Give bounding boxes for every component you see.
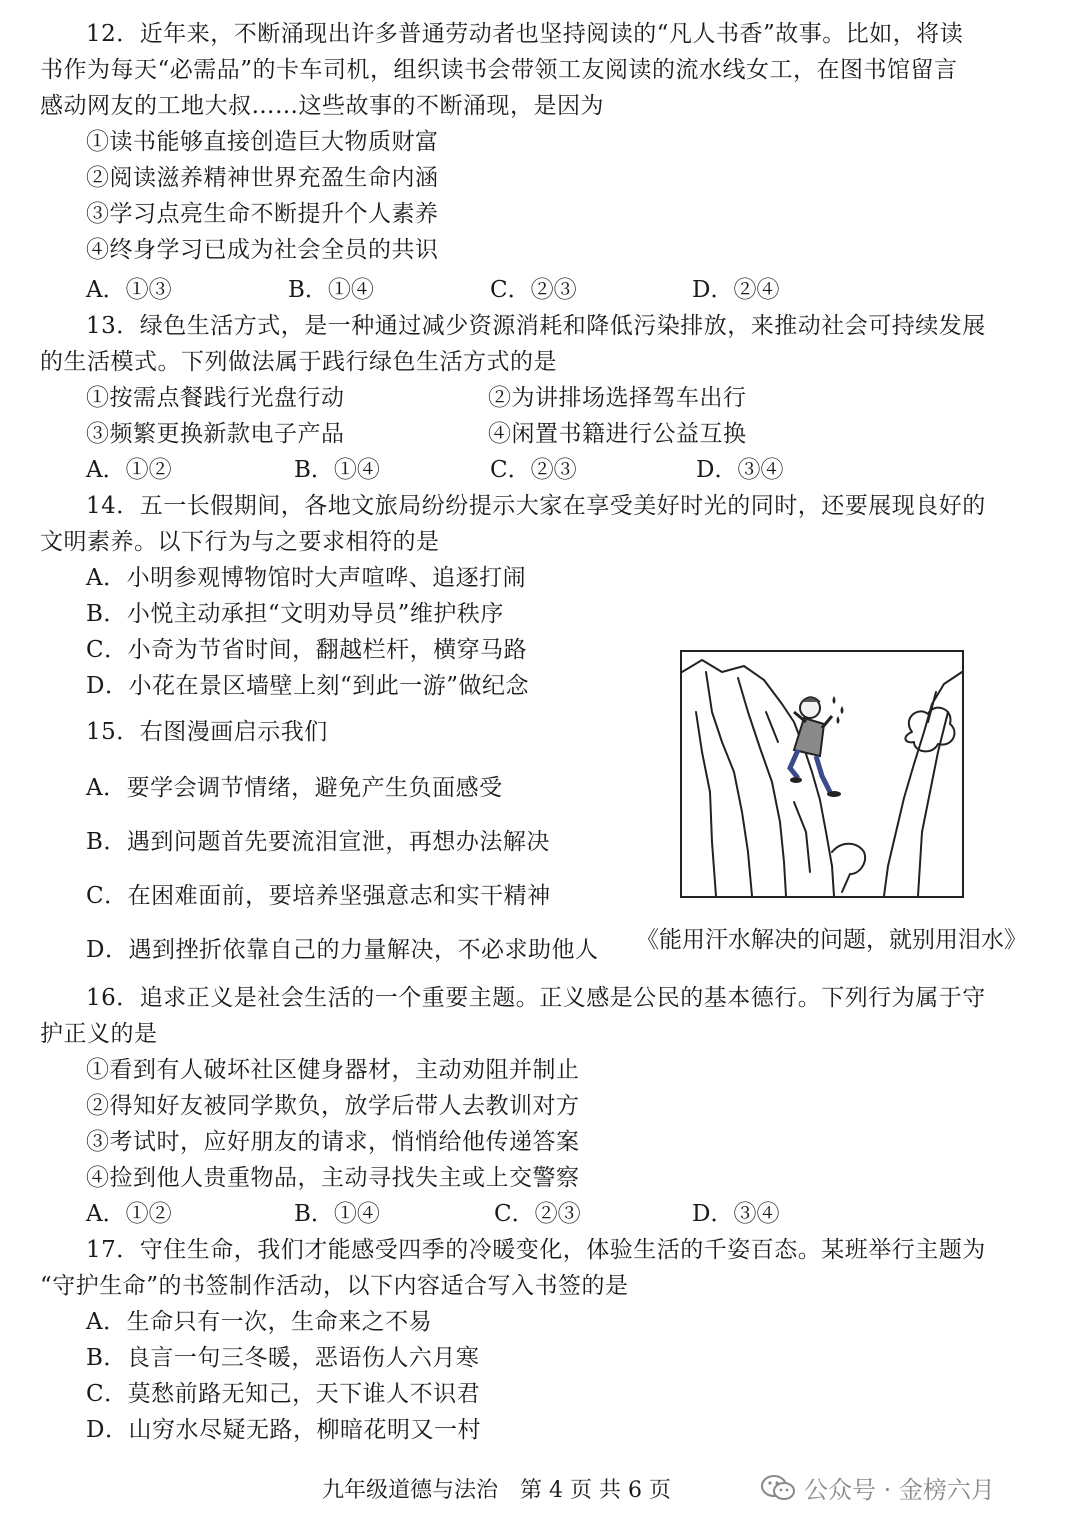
q14-stem-line2: 文明素养。以下行为与之要求相符的是 <box>40 529 440 555</box>
q14-option-c: C．小奇为节省时间，翻越栏杆，横穿马路 <box>86 637 528 663</box>
q12-stem-line3: 感动网友的工地大叔……这些故事的不断涌现，是因为 <box>40 93 604 119</box>
q17-option-b: B．良言一句三冬暖，恶语伤人六月寒 <box>86 1345 480 1371</box>
q12-stem-line2: 书作为每天“必需品”的卡车司机，组织读书会带领工友阅读的流水线女工，在图书馆留言 <box>40 57 958 83</box>
q14-option-d: D．小花在景区墙壁上刻“到此一游”做纪念 <box>86 673 529 699</box>
q16-choice-d: D．③④ <box>692 1201 780 1227</box>
q13-item-4: ④闲置书籍进行公益互换 <box>488 421 747 447</box>
cliff-climber-drawing <box>682 652 962 896</box>
q16-item-1: ①看到有人破坏社区健身器材，主动劝阻并制止 <box>86 1057 580 1083</box>
q12-stem-line1: 12．近年来，不断涌现出许多普通劳动者也坚持阅读的“凡人书香”故事。比如，将读 <box>86 21 964 47</box>
page-footer: 九年级道德与法治 第 4 页 共 6 页 <box>322 1478 671 1503</box>
q16-item-2: ②得知好友被同学欺负，放学后带人去教训对方 <box>86 1093 580 1119</box>
q14-option-b: B．小悦主动承担“文明劝导员”维护秩序 <box>86 601 504 627</box>
q13-stem-line2: 的生活模式。下列做法属于践行绿色生活方式的是 <box>40 349 557 375</box>
q12-item-4: ④终身学习已成为社会全员的共识 <box>86 237 439 263</box>
q13-item-3: ③频繁更换新款电子产品 <box>86 421 345 447</box>
q12-choice-d: D．②④ <box>692 277 780 303</box>
q12-item-3: ③学习点亮生命不断提升个人素养 <box>86 201 439 227</box>
q17-stem-line1: 17．守住生命，我们才能感受四季的冷暖变化，体验生活的千姿百态。某班举行主题为 <box>86 1237 986 1263</box>
q12-choice-a: A．①③ <box>86 277 172 303</box>
q16-choice-a: A．①② <box>86 1201 172 1227</box>
q17-stem-line2: “守护生命”的书签制作活动，以下内容适合写入书签的是 <box>40 1273 629 1299</box>
cartoon-illustration <box>680 650 964 898</box>
q12-choice-b: B．①④ <box>288 277 374 303</box>
q13-choice-a: A．①② <box>86 457 172 483</box>
q17-option-d: D．山穷水尽疑无路，柳暗花明又一村 <box>86 1417 481 1443</box>
q16-item-4: ④捡到他人贵重物品，主动寻找失主或上交警察 <box>86 1165 580 1191</box>
q13-item-1: ①按需点餐践行光盘行动 <box>86 385 345 411</box>
q13-choice-c: C．②③ <box>490 457 577 483</box>
q15-option-c: C．在困难面前，要培养坚强意志和实干精神 <box>86 883 551 909</box>
q17-option-c: C．莫愁前路无知己，天下谁人不识君 <box>86 1381 481 1407</box>
q16-stem-line1: 16．追求正义是社会生活的一个重要主题。正义感是公民的基本德行。下列行为属于守 <box>86 985 986 1011</box>
climber-figure <box>790 696 844 797</box>
wechat-icon <box>760 1474 796 1502</box>
cartoon-caption: 《能用汗水解决的问题，就别用泪水》 <box>636 927 1027 953</box>
q13-item-2: ②为讲排场选择驾车出行 <box>488 385 747 411</box>
q13-choice-b: B．①④ <box>294 457 380 483</box>
watermark <box>760 1470 995 1505</box>
q13-stem-line1: 13．绿色生活方式，是一种通过减少资源消耗和降低污染排放，来推动社会可持续发展 <box>86 313 986 339</box>
q16-stem-line2: 护正义的是 <box>40 1021 158 1047</box>
q12-item-1: ①读书能够直接创造巨大物质财富 <box>86 129 439 155</box>
q17-option-a: A．生命只有一次，生命来之不易 <box>86 1309 433 1335</box>
q12-item-2: ②阅读滋养精神世界充盈生命内涵 <box>86 165 439 191</box>
q15-stem: 15．右图漫画启示我们 <box>86 719 328 745</box>
q14-option-a: A．小明参观博物馆时大声喧哗、追逐打闹 <box>86 565 527 591</box>
q15-option-d: D．遇到挫折依靠自己的力量解决，不必求助他人 <box>86 937 599 963</box>
q14-stem-line1: 14．五一长假期间，各地文旅局纷纷提示大家在享受美好时光的同时，还要展现良好的 <box>86 493 986 519</box>
q15-option-a: A．要学会调节情绪，避免产生负面感受 <box>86 775 503 801</box>
q16-item-3: ③考试时，应好朋友的请求，悄悄给他传递答案 <box>86 1129 580 1155</box>
q16-choice-c: C．②③ <box>494 1201 581 1227</box>
watermark-text: 公众号 · 金榜六月 <box>804 1476 995 1504</box>
q16-choice-b: B．①④ <box>294 1201 380 1227</box>
q15-option-b: B．遇到问题首先要流泪宣泄，再想办法解决 <box>86 829 550 855</box>
q12-choice-c: C．②③ <box>490 277 577 303</box>
q13-choice-d: D．③④ <box>696 457 784 483</box>
